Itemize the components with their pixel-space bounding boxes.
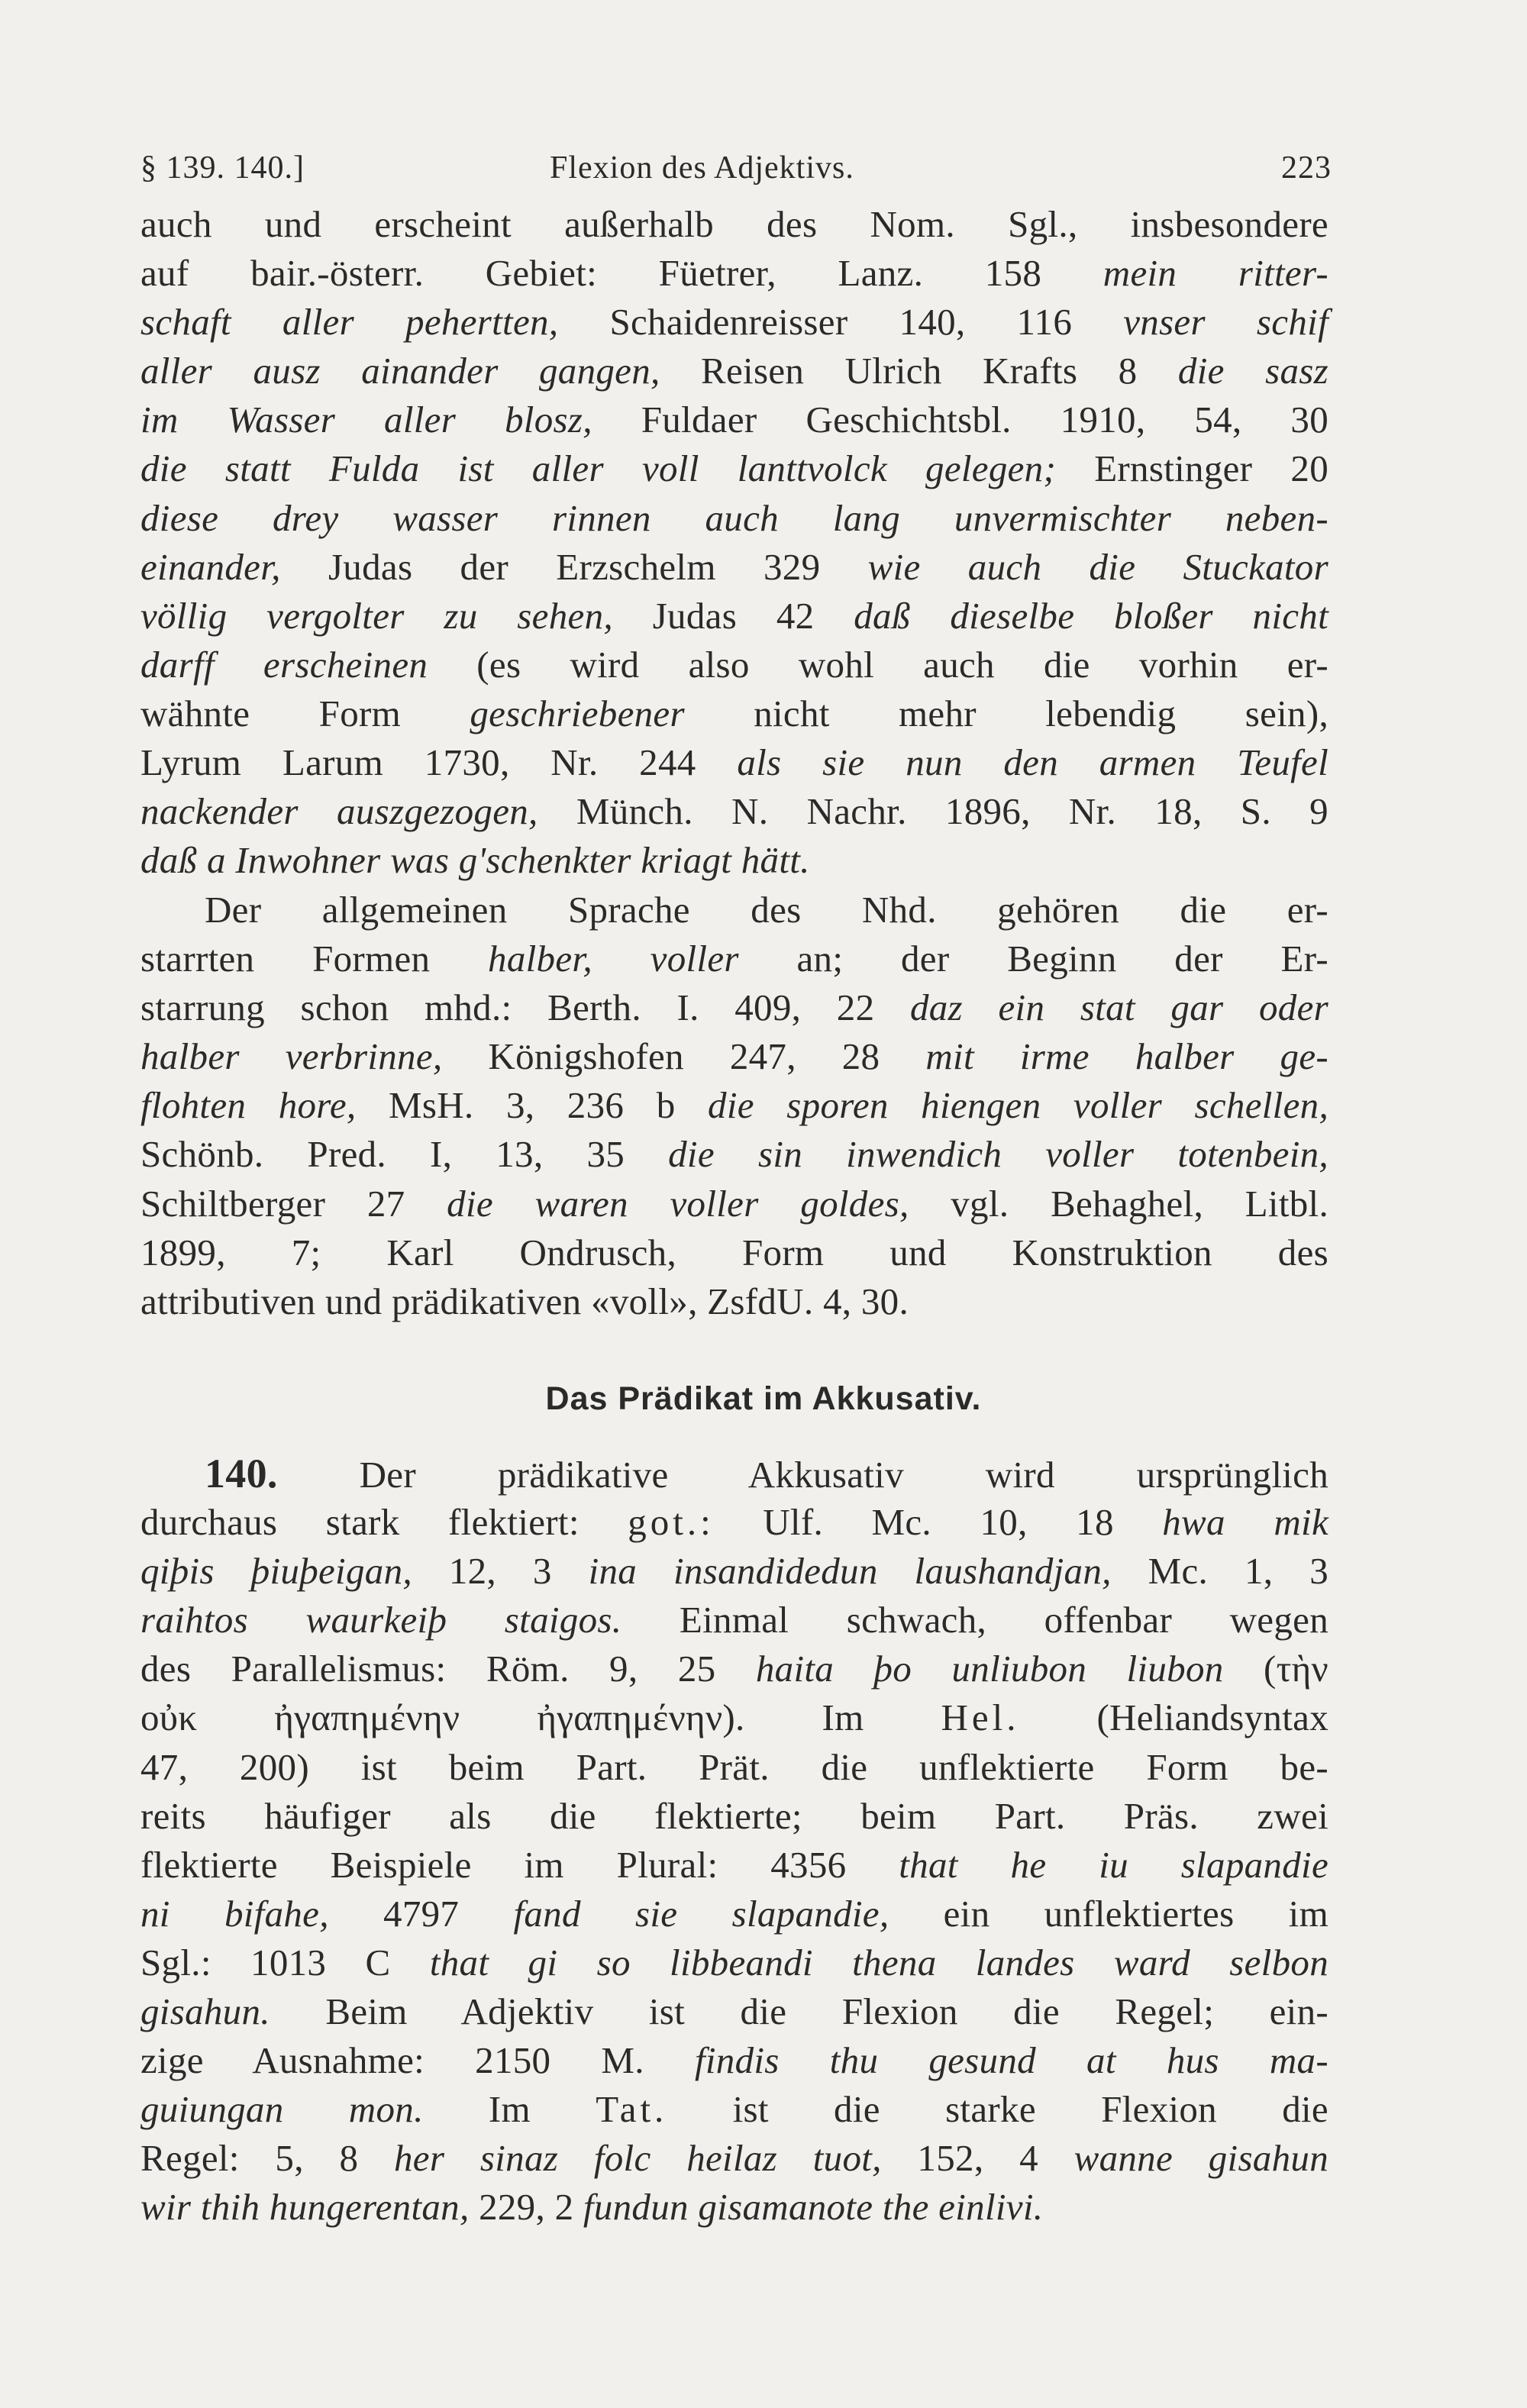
italic-quote: darff erscheinen (140, 643, 428, 686)
text-run: ein unflektiertes im (889, 1892, 1328, 1935)
text-run: Im (423, 2088, 596, 2131)
italic-quote: daz ein stat gar oder (909, 986, 1328, 1029)
text-line (140, 1645, 1328, 1693)
text-line (140, 2085, 1328, 2134)
text-run: Beim Adjektiv ist die Flexion die Regel; ein- (270, 1990, 1328, 2033)
italic-quote: diese drey wasser rinnen auch lang unvermischter neben- (140, 496, 1328, 539)
text-line (140, 886, 1328, 934)
text-line (140, 2183, 1328, 2232)
italic-quote: that gi so libbeandi thena landes ward selbon (429, 1941, 1328, 1984)
text-run: MsH. 3, 236 b (356, 1084, 709, 1127)
text-run: Schaidenreisser 140, 116 (558, 301, 1124, 344)
text-line (140, 738, 1328, 787)
text-line (140, 2134, 1328, 2183)
text-run: Regel: 5, 8 (140, 2137, 394, 2180)
text-run: Mc. 1, 3 (1111, 1550, 1328, 1593)
italic-quote: findis thu gesund at hus ma- (694, 2039, 1328, 2082)
italic-quote: daß a Inwohner was g'schenkter kriagt hätt. (140, 839, 810, 882)
text-run: durchaus stark flektiert: (140, 1501, 628, 1544)
italic-quote: vnser schif (1123, 301, 1328, 344)
italic-quote: fundun gisamanote the einlivi. (583, 2186, 1044, 2229)
running-header (140, 150, 1332, 199)
paragraph-continuation (140, 200, 1328, 885)
page-number: 223 (1281, 150, 1332, 186)
italic-quote: völlig vergolter zu sehen, (140, 594, 613, 637)
paragraph-starred-forms (140, 886, 1328, 1326)
text-run: Judas der Erzschelm 329 (280, 545, 868, 588)
italic-quote: die sporen hiengen voller schellen, (708, 1084, 1328, 1127)
text-run: 12, 3 (412, 1550, 589, 1593)
text-line (140, 592, 1328, 641)
text-run: flektierte Beispiele im Plural: 4356 (140, 1843, 899, 1886)
text-line (140, 1081, 1328, 1130)
italic-quote: fand sie slapandie, (513, 1892, 889, 1935)
text-run: wähnte Form (140, 692, 470, 734)
text-line (140, 1130, 1328, 1179)
text-run: attributiven und prädikativen «voll», ZsfdU. 4, 30. (140, 1280, 909, 1322)
text-line (140, 1032, 1328, 1081)
text-run: 229, 2 (469, 2186, 583, 2229)
text-run: Reisen Ulrich Krafts 8 (660, 350, 1178, 392)
text-run: 1899, 7; Karl Ondrusch, Form und Konstruktion des (140, 1231, 1328, 1273)
text-run: (Heliandsyntax (1019, 1696, 1328, 1739)
text-run: Sgl.: 1013 C (140, 1941, 430, 1984)
italic-quote: mein ritter- (1102, 252, 1328, 295)
text-run: vgl. Behaghel, Litbl. (909, 1182, 1329, 1225)
paragraph-section-140 (140, 1449, 1328, 2232)
text-run: reits häufiger als die flektierte; beim Part. Präs. zwei (140, 1794, 1328, 1837)
text-run: Der prädikative Akkusativ wird ursprünglich (277, 1454, 1328, 1496)
text-line (140, 787, 1328, 836)
text-line (140, 934, 1328, 983)
text-line (140, 494, 1328, 543)
text-line (140, 1228, 1328, 1277)
text-run: Hel. (941, 1696, 1020, 1739)
text-line (140, 1180, 1328, 1228)
text-line (140, 1547, 1328, 1596)
text-line (140, 249, 1328, 298)
text-run: 152, 4 (881, 2137, 1074, 2180)
text-run: Schiltberger 27 (140, 1182, 447, 1225)
text-line (140, 444, 1328, 493)
italic-quote: die statt Fulda ist aller voll lanttvolck gelegen; (140, 447, 1057, 490)
italic-quote: im Wasser aller blosz, (140, 399, 592, 441)
text-line (140, 347, 1328, 395)
text-run: (es wird also wohl auch die vorhin er- (428, 643, 1329, 686)
text-run: Ulf. Mc. 10, 18 (714, 1501, 1163, 1544)
italic-quote: die sin inwendich voller totenbein, (668, 1133, 1328, 1176)
italic-quote: gisahun. (140, 1990, 270, 2033)
italic-quote: nackender auszgezogen, (140, 790, 538, 833)
italic-quote: her sinaz folc heilaz tuot, (393, 2137, 882, 2180)
section-reference: § 139. 140.] (140, 150, 305, 186)
text-line (140, 298, 1328, 347)
section-number: 140. (205, 1451, 278, 1496)
text-line (140, 1938, 1328, 1987)
italic-quote: that he iu slapandie (899, 1843, 1328, 1886)
italic-quote: geschriebener (470, 692, 685, 734)
text-line (140, 1693, 1328, 1742)
text-run: zige Ausnahme: 2150 M. (140, 2039, 695, 2082)
italic-quote: haita þo unliubon liubon (755, 1648, 1224, 1690)
text-run: Königshofen 247, 28 (442, 1035, 926, 1078)
text-run: starrung schon mhd.: Berth. I. 409, 22 (140, 986, 910, 1029)
text-run: nicht mehr lebendig sein), (684, 692, 1328, 734)
text-run: 4797 (328, 1892, 514, 1935)
text-line (140, 1596, 1328, 1645)
text-line (140, 1498, 1328, 1547)
text-line (140, 983, 1328, 1032)
text-run: Judas 42 (612, 594, 854, 637)
text-run: des Parallelismus: Röm. 9, 25 (140, 1648, 756, 1690)
text-run: Fuldaer Geschichtsbl. 1910, 54, 30 (592, 399, 1328, 441)
text-line (140, 1743, 1328, 1792)
italic-quote: raihtos waurkeiþ staigos. (140, 1599, 622, 1641)
italic-quote: als sie nun den armen Teufel (737, 741, 1328, 784)
text-run: Münch. N. Nachr. 1896, Nr. 18, S. 9 (538, 790, 1328, 833)
text-run: Einmal schwach, offenbar wegen (621, 1599, 1329, 1641)
italic-quote: wir thih hungerentan, (140, 2186, 470, 2229)
section-heading: Das Prädikat im Akkusativ. (545, 1380, 982, 1417)
text-run: Tat. (596, 2088, 668, 2131)
text-line (140, 1277, 1328, 1326)
text-run: starrten Formen (140, 938, 489, 980)
text-line (140, 641, 1328, 689)
italic-quote: daß dieselbe bloßer nicht (854, 594, 1328, 637)
text-line (140, 200, 1328, 249)
italic-quote: die waren voller goldes, (447, 1182, 909, 1225)
text-line (140, 543, 1328, 592)
italic-quote: qiþis þiuþeigan, (140, 1550, 412, 1593)
italic-quote: ina insandidedun laushandjan, (588, 1550, 1112, 1593)
text-run: an; der Beginn der Er- (738, 938, 1328, 980)
text-run: Schönb. Pred. I, 13, 35 (140, 1133, 669, 1176)
text-run: Der allgemeinen Sprache des Nhd. gehören die er- (205, 889, 1328, 931)
text-run: auf bair.-österr. Gebiet: Füetrer, Lanz. 158 (140, 252, 1103, 295)
text-run: (τὴν (1223, 1648, 1328, 1690)
text-run: got.: (628, 1501, 715, 1544)
text-line (140, 1890, 1328, 1938)
italic-quote: aller ausz ainander gangen, (140, 350, 660, 392)
text-line (140, 2036, 1328, 2085)
text-line (140, 1792, 1328, 1841)
text-run: 47, 200) ist beim Part. Prät. die unflektierte Form be- (140, 1745, 1328, 1788)
text-line (140, 395, 1328, 444)
italic-quote: einander, (140, 545, 281, 588)
italic-quote: guiungan mon. (140, 2088, 424, 2131)
italic-quote: halber, voller (488, 938, 739, 980)
italic-quote: mit irme halber ge- (925, 1035, 1328, 1078)
italic-quote: ni bifahe, (140, 1892, 329, 1935)
text-run: ist die starke Flexion die (667, 2088, 1328, 2131)
italic-quote: wanne gisahun (1073, 2137, 1329, 2180)
italic-quote: wie auch die Stuckator (867, 545, 1328, 588)
text-line (140, 689, 1328, 738)
italic-quote: hwa mik (1162, 1501, 1328, 1544)
text-run: οὐκ ἠγαπημένην ἠγαπημένην). Im (140, 1696, 941, 1739)
text-line (140, 1841, 1328, 1890)
text-run: auch und erscheint außerhalb des Nom. Sgl., insbesondere (140, 203, 1328, 245)
text-run: Ernstinger 20 (1056, 447, 1328, 490)
text-run: Lyrum Larum 1730, Nr. 244 (140, 741, 738, 784)
text-line (140, 1987, 1328, 2036)
running-title: Flexion des Adjektivs. (550, 150, 854, 186)
text-line (140, 1449, 1328, 1498)
italic-quote: flohten hore, (140, 1084, 357, 1127)
text-line (140, 836, 1328, 885)
italic-quote: schaft aller pehertten, (140, 301, 559, 344)
italic-quote: halber verbrinne, (140, 1035, 443, 1078)
italic-quote: die sasz (1177, 350, 1328, 392)
